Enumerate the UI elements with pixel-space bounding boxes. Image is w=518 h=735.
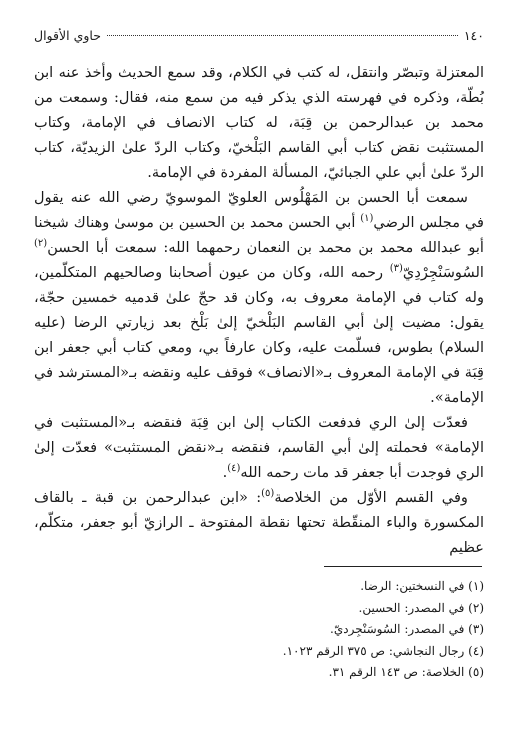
paragraph-3-text-a: فعدّت إلىٰ الري فدفعت الكتاب إلىٰ ابن قِبَة فنقضه بـ«المستثبت في الإمامة» فحملته إلىٰ أبي القاسم، فنقضه بـ«نقض المستثبت» فعدّت إلىٰ الري فوجدت أبا جعفر قد مات رحمه الله bbox=[34, 414, 484, 481]
page-number: ١٤٠ bbox=[463, 28, 484, 43]
paragraph-4-text-a: وفي القسم الأوّل من الخلاصة bbox=[274, 489, 468, 506]
paragraph-3 bbox=[34, 410, 484, 485]
footnote-ref-4[interactable]: (٤) bbox=[227, 463, 241, 475]
paragraph-2-text-b: أبي الحسن محمد بن الحسين بن موسىٰ وهناك شيخنا أبو عبدالله محمد بن محمد بن النعمان رحمهما الله: سمعت أبا الحسن bbox=[34, 214, 484, 256]
paragraph-2-text-a: سمعت أبا الحسن بن المَهْلُوس العلويّ الموسويّ رضي الله عنه يقول في مجلس الرضي bbox=[34, 189, 485, 231]
paragraph-3-text-b: . bbox=[222, 464, 228, 481]
paragraph-2 bbox=[34, 185, 484, 410]
paragraph-1 bbox=[34, 60, 484, 185]
book-title: حاوي الأقوال bbox=[34, 28, 101, 43]
page-header bbox=[34, 28, 484, 46]
footnote-ref-2[interactable]: (٢) bbox=[34, 238, 48, 250]
footnote-4: (٤) رجال النجاشي: ص ٣٧٥ الرقم ١٠٢٣. bbox=[282, 643, 484, 658]
paragraph-2-text-d: رحمه الله، وكان من عيون أصحابنا وصالحيهم المتكلّمين، وله كتاب في الإمامة معروف به، وكان قد حجّ علىٰ قدميه خمسين حجّة، يقول: مضيت إلىٰ أبي القاسم البَلْخيّ إلىٰ بَلْخ بعد زيارتي الرضا (عليه السلام) بطوس، فسلّمت عليه، وكان عارفاً بي، ومعي كتاب أبي جعفر ابن قِبَة في الإمامة المعروف بـ«الانصاف» فوقف عليه ونقضه بـ«المسترشد في الإمامة». bbox=[34, 264, 484, 406]
paragraph-2-text-c: السُوسَنْجِرْدِيّ bbox=[402, 264, 484, 281]
footnotes bbox=[34, 576, 484, 684]
footnote-2: (٢) في المصدر: الحسين. bbox=[358, 600, 484, 615]
paragraph-1-text: المعتزلة وتبصّر وانتقل، له كتب في الكلام، وقد سمع الحديث وأخذ عنه ابن بُطّة، وذكره في فهرسته الذي يذكر فيه من سمع منه، فقال: وسمعت من محمد بن عبدالرحمن بن قِبَة، له كتاب الانصاف في الإمامة، وكتاب المستثبت نقض كتاب أبي القاسم البَلْخيّ، وكتاب الردّ علىٰ الزيديّة، كتاب الردّ علىٰ أبي علي الجبائيّ، المسألة المفردة في الإمامة. bbox=[34, 64, 484, 181]
header-dotted-leader bbox=[107, 35, 458, 36]
footnote-ref-1[interactable]: (١) bbox=[360, 213, 374, 225]
paragraph-4-text-b: : «ابن عبدالرحمن بن قبة ـ بالقاف المكسورة والباء المنقّطة تحتها نقطة المفتوحة ـ الرازيّ أبو جعفر، متكلّم، عظيم bbox=[34, 489, 484, 556]
footnote-separator bbox=[324, 566, 482, 567]
main-text bbox=[34, 60, 484, 560]
footnote-3: (٣) في المصدر: السُوسَنْجِرديّ. bbox=[330, 622, 484, 636]
footnote-1: (١) في النسختين: الرضا. bbox=[360, 579, 484, 593]
footnote-5: (٥) الخلاصة: ص ١٤٣ الرقم ٣١. bbox=[328, 665, 484, 679]
paragraph-4 bbox=[34, 485, 484, 560]
footnote-ref-5[interactable]: (٥) bbox=[261, 488, 275, 500]
footnote-ref-3[interactable]: (٣) bbox=[389, 263, 403, 275]
